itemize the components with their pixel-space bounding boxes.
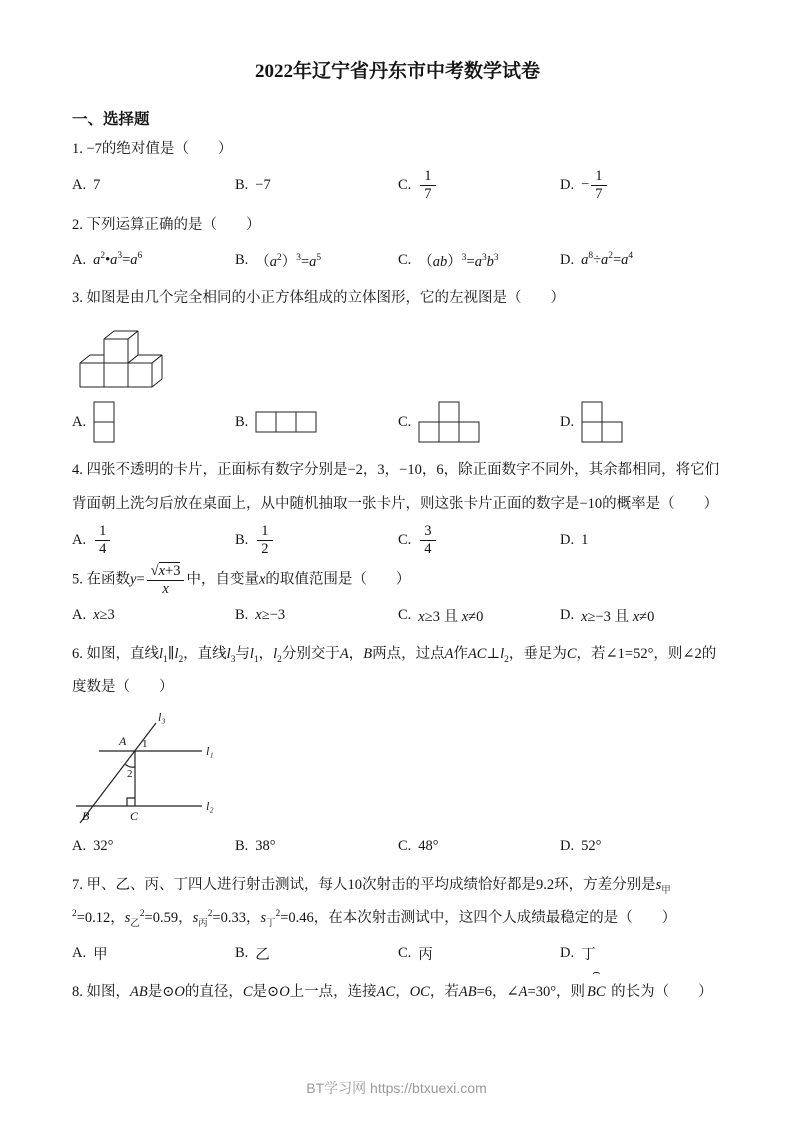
option-a-figure-column-of-2 [93, 401, 116, 444]
option-body: x≥3 [93, 607, 115, 624]
question-2-option-c [398, 250, 560, 271]
question-5-option-c [398, 605, 560, 626]
label-angle-2: 2 [127, 767, 133, 780]
question-5-options [72, 600, 723, 632]
question-6-option-b [235, 838, 398, 855]
question-7-option-d [560, 943, 723, 964]
option-label: B. [235, 177, 249, 194]
question-6-stem: 6. 如图，直线$l_1\parallel l_2$，直线$l_3$与$l_1$，$l_2$分别交于A，B两点，过点A作$AC\perp l_2$，垂足为C，若∠1=52°，则∠2的度数是（ ） [72, 645, 717, 696]
option-body: $a^8\div a^2=a^4$ [581, 251, 634, 268]
label-l1: l₁ [206, 743, 214, 758]
question-2-options [72, 244, 723, 276]
option-b-figure-row-of-3 [255, 411, 318, 434]
question-3-options [72, 401, 723, 444]
option-body: x≥3 且 x≠0 [418, 609, 484, 626]
question-3-option-d [560, 401, 723, 444]
option-label: B. [235, 945, 249, 962]
question-6-option-d [560, 838, 723, 855]
question-7-stem: 7. 甲、乙、丙、丁四人进行射击测试，每人10次射击的平均成绩恰好都是9.2环，方差分别是$s_甲^2=0.12$，$s_乙^2=0.59$，$s_丙^2=0.33$，$s_丁^2=0.46$，在本次射击测试中，这四个人成绩最稳定的是（ ） [72, 876, 677, 930]
label-a: A [119, 733, 127, 748]
question-3-option-c [398, 401, 560, 444]
option-body: − $\frac{1}{7}$ [581, 168, 608, 202]
option-body: $\frac{1}{7}$ [418, 168, 437, 202]
question-3 [72, 282, 723, 444]
question-1-option-d [560, 168, 723, 202]
question-4 [72, 454, 723, 557]
question-1 [72, 133, 723, 203]
option-body: $(ab)^3=a^3b^3$ [418, 252, 499, 270]
option-label: A. [72, 838, 87, 855]
question-3-option-b [235, 411, 398, 434]
option-c-figure-t-shape [418, 401, 481, 444]
option-label: D. [560, 251, 575, 268]
question-7-option-c [398, 943, 560, 964]
question-5 [72, 563, 723, 631]
option-label: D. [560, 838, 575, 855]
page-title: 2022年辽宁省丹东市中考数学试卷 [254, 61, 540, 82]
question-8 [72, 964, 723, 1009]
option-label: C. [398, 177, 412, 194]
option-body: $\frac{1}{2}$ [255, 523, 274, 557]
section-heading-choice: 一、选择题 [72, 111, 150, 128]
question-6 [72, 638, 723, 863]
label-l2: l₂ [206, 798, 214, 813]
option-label: B. [235, 838, 249, 855]
option-label: B. [235, 531, 249, 548]
question-2-option-a [72, 251, 235, 269]
question-1-option-b [235, 177, 398, 194]
question-3-option-a [72, 401, 235, 444]
right-angle-mark [127, 798, 135, 806]
question-2-stem: 2. 下列运算正确的是（ ） [72, 216, 261, 233]
option-label: C. [398, 838, 412, 855]
option-label: A. [72, 607, 87, 624]
option-label: B. [235, 607, 249, 624]
option-body: −7 [255, 177, 271, 194]
watermark-footer: BT学习网 https://btxuexi.com [306, 1080, 487, 1096]
cube-stack-figure [76, 323, 176, 393]
question-2-option-b [235, 250, 398, 271]
question-5-option-a [72, 607, 235, 624]
question-4-stem: 4. 四张不透明的卡片，正面标有数字分别是−2，3，−10，6，除正面数字不同外，其余都相同，将它们背面朝上洗匀后放在桌面上，从中随机抽取一张卡片，则这张卡片正面的数字是−10的概率是（ ） [72, 462, 720, 512]
question-5-option-d [560, 605, 723, 626]
option-body: 32° [93, 838, 114, 855]
option-label: B. [235, 251, 249, 268]
parallel-lines-figure [74, 707, 234, 829]
option-body: x≥−3 且 x≠0 [581, 609, 655, 626]
option-body: 7 [93, 177, 101, 194]
question-4-options [72, 523, 723, 557]
question-4-option-b [235, 523, 398, 557]
label-b: B [82, 808, 90, 823]
question-1-option-c [398, 168, 560, 202]
question-8-stem: 8. 如图，AB是⊙O的直径，C是⊙O上一点，连接AC，OC，若AB=6，∠A=30°，则 ⌢ BC 的长为（ ） [72, 964, 713, 1000]
question-4-option-c [398, 523, 560, 557]
question-4-option-d [560, 532, 723, 549]
option-body: 48° [418, 838, 439, 855]
option-d-figure-l-shape [581, 401, 624, 444]
option-label: C. [398, 251, 412, 268]
option-label: C. [398, 607, 412, 624]
option-body: 乙 [255, 947, 270, 964]
option-body: 甲 [93, 947, 108, 964]
question-5-stem: 5. 在函数y= $\frac{√x+3}{x}$ 中，自变量x的取值范围是（ ） [72, 563, 411, 598]
option-body: 丁 [581, 947, 596, 964]
option-label: A. [72, 251, 87, 268]
question-1-option-a [72, 177, 235, 194]
question-6-options [72, 831, 723, 863]
option-label: D. [560, 531, 575, 548]
question-5-option-b [235, 607, 398, 624]
question-2 [72, 209, 723, 276]
label-c: C [130, 808, 139, 823]
option-label: C. [398, 414, 412, 431]
option-label: A. [72, 177, 87, 194]
option-body: $(a^2)^3=a^5$ [255, 252, 322, 270]
question-4-option-a [72, 523, 235, 557]
label-l3: l₃ [158, 709, 166, 724]
option-label: D. [560, 945, 575, 962]
question-6-figure [74, 707, 723, 829]
option-label: C. [398, 945, 412, 962]
option-label: B. [235, 414, 249, 431]
question-7-options [72, 938, 723, 970]
option-label: D. [560, 607, 575, 624]
question-2-option-d [560, 251, 723, 269]
question-3-figure [76, 323, 723, 393]
option-body: 38° [255, 838, 276, 855]
option-label: D. [560, 414, 575, 431]
question-1-stem: 1. −7的绝对值是（ ） [72, 141, 233, 157]
question-1-options [72, 168, 723, 202]
question-7 [72, 869, 723, 970]
question-6-option-c [398, 838, 560, 855]
option-label: A. [72, 531, 87, 548]
question-6-option-a [72, 838, 235, 855]
option-body: $a^2•a^3=a^6$ [93, 251, 143, 268]
option-body: 52° [581, 838, 602, 855]
question-7-option-a [72, 943, 235, 964]
option-label: D. [560, 177, 575, 194]
option-body: x≥−3 [255, 607, 286, 624]
option-label: A. [72, 414, 87, 431]
option-body: $\frac{1}{4}$ [93, 523, 112, 557]
option-body: 1 [581, 531, 589, 548]
question-7-option-b [235, 943, 398, 964]
angle-2-arc [126, 764, 136, 767]
option-label: A. [72, 945, 87, 962]
option-body: $\frac{3}{4}$ [418, 523, 437, 557]
option-label: C. [398, 531, 412, 548]
option-body: 丙 [418, 947, 433, 964]
label-angle-1: 1 [142, 737, 148, 750]
question-3-stem: 3. 如图是由几个完全相同的小正方体组成的立体图形，它的左视图是（ ） [72, 290, 565, 307]
